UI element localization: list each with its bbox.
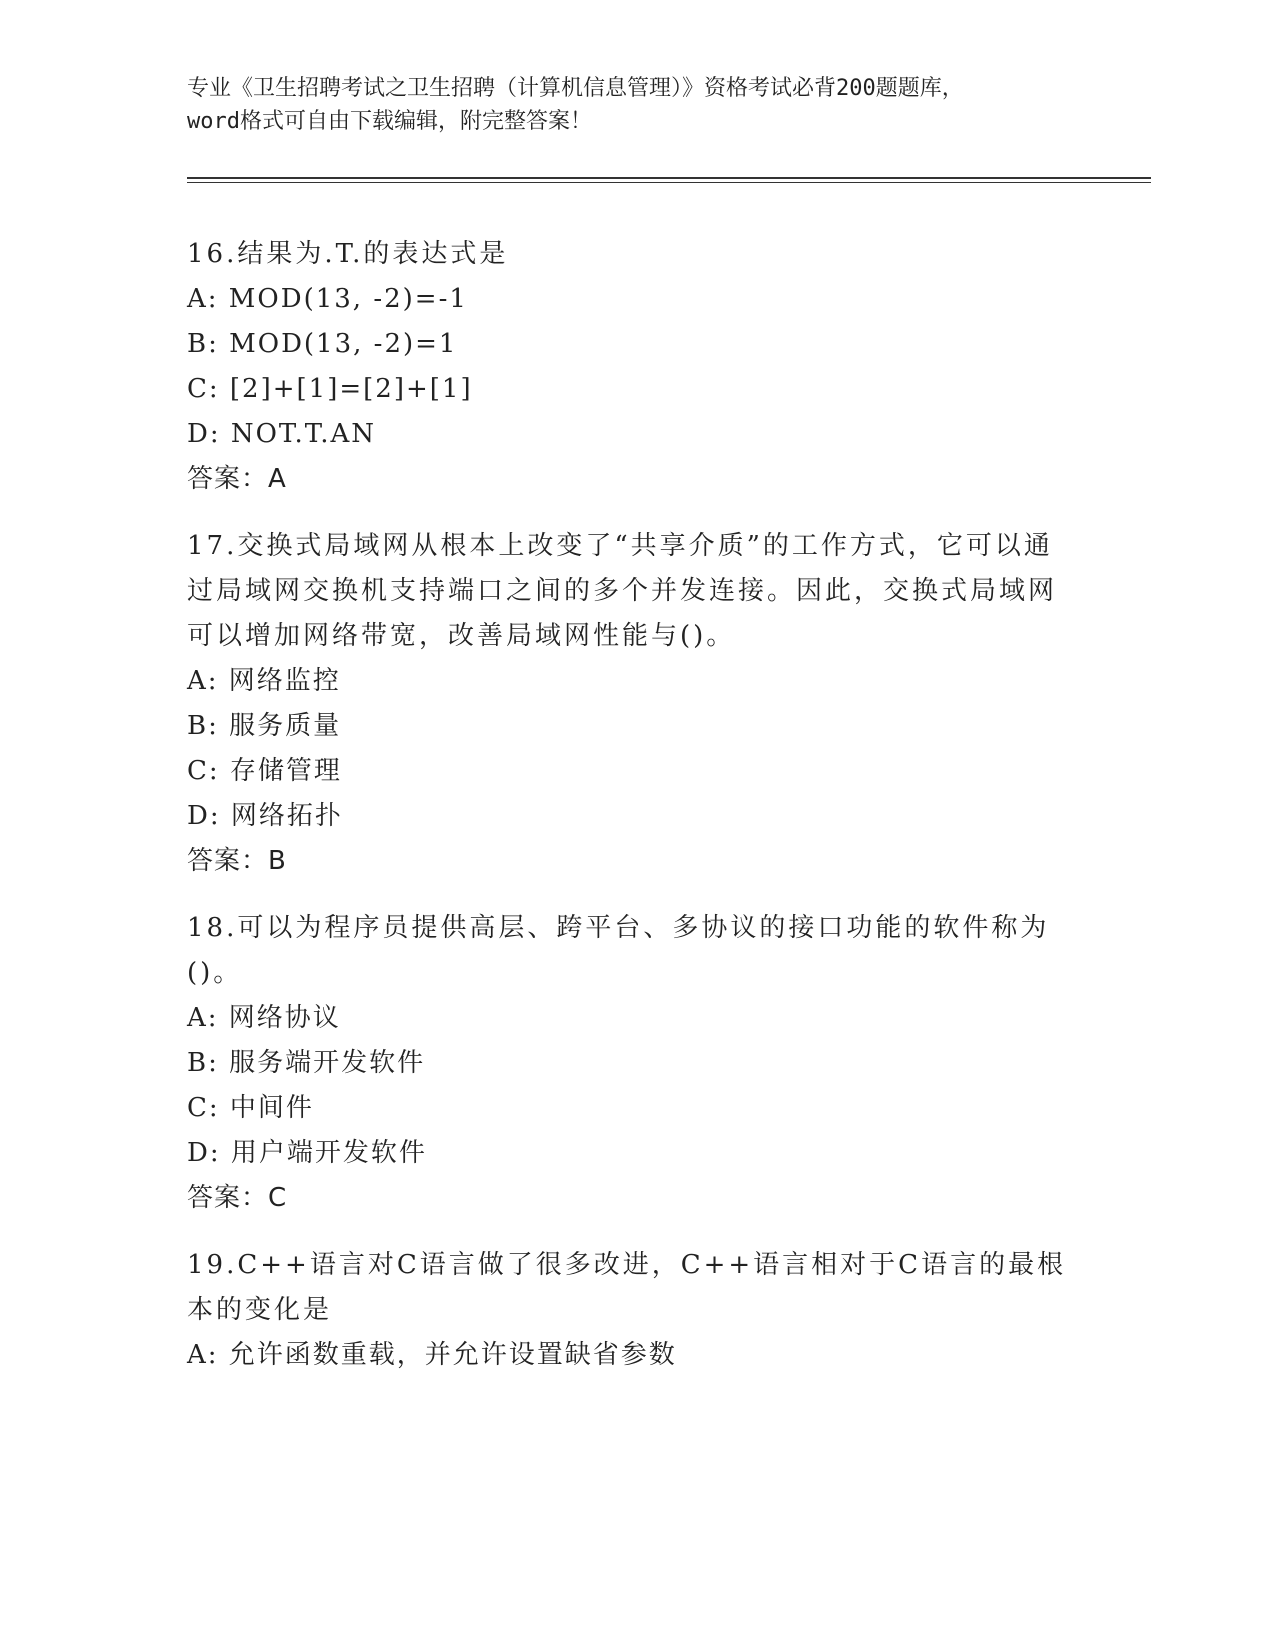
header-divider-thick xyxy=(187,177,1151,179)
question-list xyxy=(187,232,1077,1400)
option-b: B: 服务端开发软件 xyxy=(187,1048,426,1078)
question-stem: 16.结果为.T.的表达式是 xyxy=(187,239,509,269)
header-line-1: 专业《卫生招聘考试之卫生招聘（计算机信息管理）》资格考试必背200题题库， xyxy=(187,76,964,101)
option-a: A: 网络协议 xyxy=(187,1003,341,1033)
question-stem: 17.交换式局域网从根本上改变了“共享介质”的工作方式，它可以通过局域网交换机支持端口之间的多个并发连接。因此，交换式局域网可以增加网络带宽，改善局域网性能与()。 xyxy=(187,531,1058,651)
option-c: C: 存储管理 xyxy=(187,756,342,786)
answer: 答案：A xyxy=(187,464,287,494)
option-a: A: 允许函数重载，并允许设置缺省参数 xyxy=(187,1340,677,1370)
question-stem: 19.C++语言对C语言做了很多改进，C++语言相对于C语言的最根本的变化是 xyxy=(187,1250,1067,1325)
option-d: D: 网络拓扑 xyxy=(187,801,343,831)
question-18 xyxy=(187,906,1077,1221)
header-line-2: word格式可自由下载编辑，附完整答案！ xyxy=(187,109,592,134)
answer: 答案：C xyxy=(187,1183,288,1213)
option-b: B: MOD(13, -2)=1 xyxy=(187,329,458,359)
option-d: D: NOT.T.AN xyxy=(187,419,377,449)
option-d: D: 用户端开发软件 xyxy=(187,1138,427,1168)
option-a: A: 网络监控 xyxy=(187,666,341,696)
document-header xyxy=(187,72,1067,138)
answer: 答案：B xyxy=(187,846,287,876)
question-19 xyxy=(187,1243,1077,1378)
question-stem: 18.可以为程序员提供高层、跨平台、多协议的接口功能的软件称为()。 xyxy=(187,913,1050,988)
question-16 xyxy=(187,232,1077,502)
option-b: B: 服务质量 xyxy=(187,711,342,741)
option-c: C: [2]+[1]=[2]+[1] xyxy=(187,374,473,404)
header-divider-thin xyxy=(187,182,1151,183)
question-17 xyxy=(187,524,1077,884)
option-c: C: 中间件 xyxy=(187,1093,314,1123)
option-a: A: MOD(13, -2)=-1 xyxy=(187,284,468,314)
